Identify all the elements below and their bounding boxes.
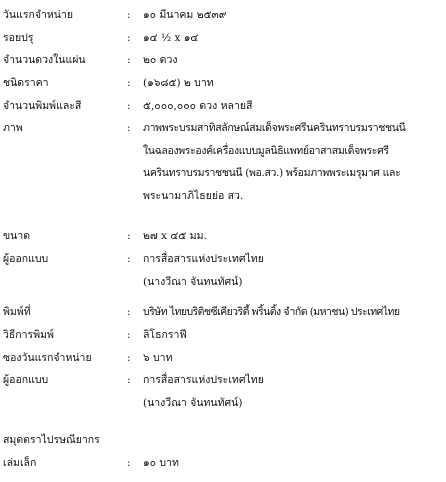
colon: :	[127, 54, 131, 66]
colon: :	[127, 32, 131, 44]
colon: :	[127, 329, 131, 341]
colon: :	[127, 352, 131, 364]
row-design-picture-cont	[0, 164, 446, 182]
designer-value-line: (นางวีณา จันทนทัศน์)	[143, 276, 243, 288]
row-design-picture-cont	[0, 187, 446, 205]
colon: :	[127, 374, 131, 386]
colon: :	[127, 100, 131, 112]
quantity-and-colors-label: จำนวนพิมพ์และสี	[3, 100, 82, 112]
colon: :	[127, 253, 131, 265]
stamps-per-sheet-value: ๒๐ ดวง	[143, 54, 178, 66]
first-day-of-issue-value: ๑๐ มีนาคม ๒๕๓๙	[143, 9, 227, 21]
colon: :	[127, 230, 131, 242]
row-perforation	[0, 29, 446, 47]
printer-label: พิมพ์ที่	[3, 306, 31, 318]
size-value: ๒๗ x ๔๕ มม.	[143, 230, 207, 242]
design-picture-value-line: พระนามาภิไธยย่อ สว.	[143, 190, 244, 202]
row-size	[0, 227, 446, 245]
stamp-booklet-heading: สมุดตราไปรษณียากร	[3, 434, 100, 446]
denomination-value: (๑๖๘๕) ๒ บาท	[143, 77, 214, 89]
quantity-and-colors-value: ๕,๐๐๐,๐๐๐ ดวง หลายสี	[143, 100, 253, 112]
small-booklet-value: ๑๐ บาท	[143, 457, 179, 469]
first-day-of-issue-label: วันแรกจำหน่าย	[3, 9, 74, 21]
printing-method-label: วิธีการพิมพ์	[3, 329, 54, 341]
printer-value: บริษัท ไทยบริติชซีเคียวริตี้ พริ้นติ้ง จำกัด (มหาชน) ประเทศไทย	[143, 306, 400, 318]
first-day-cover-label: ซองวันแรกจำหน่าย	[3, 352, 92, 364]
row-designer-cont	[0, 273, 446, 291]
size-label: ขนาด	[3, 230, 31, 242]
designer-label: ผู้ออกแบบ	[3, 253, 49, 265]
design-picture-value-line: นครินทราบรมราชชนนี (พอ.สว.) พร้อมภาพพระเมรุมาศ และ	[143, 167, 401, 179]
row-cover-designer	[0, 371, 446, 389]
row-printing-method	[0, 326, 446, 344]
row-design-picture-cont	[0, 142, 446, 160]
colon: :	[127, 9, 131, 21]
cover-designer-value-line: (นางวีณา จันทนทัศน์)	[143, 397, 243, 409]
row-small-booklet	[0, 454, 446, 472]
stamps-per-sheet-label: จำนวนดวงในแผ่น	[3, 54, 86, 66]
row-design-picture	[0, 119, 446, 137]
perforation-value: ๑๔ ½ x ๑๔	[143, 32, 199, 44]
row-stamps-per-sheet	[0, 51, 446, 69]
row-stamp-booklet-heading	[0, 431, 446, 449]
small-booklet-label: เล่มเล็ก	[3, 457, 37, 469]
denomination-label: ชนิดราคา	[3, 77, 49, 89]
cover-designer-value-line: การสื่อสารแห่งประเทศไทย	[143, 374, 264, 386]
row-first-day-of-issue	[0, 6, 446, 24]
design-picture-label: ภาพ	[3, 122, 23, 134]
designer-value-line: การสื่อสารแห่งประเทศไทย	[143, 253, 264, 265]
colon: :	[127, 77, 131, 89]
row-printer	[0, 303, 446, 321]
colon: :	[127, 122, 131, 134]
row-denomination	[0, 74, 446, 92]
row-cover-designer-cont	[0, 394, 446, 412]
design-picture-value-line: ในฉลองพระองค์เครื่องแบบมูลนิธิแพทย์อาสาสมเด็จพระศรี	[143, 145, 389, 157]
perforation-label: รอยปรุ	[3, 32, 34, 44]
row-quantity-and-colors	[0, 97, 446, 115]
colon: :	[127, 306, 131, 318]
cover-designer-label: ผู้ออกแบบ	[3, 374, 49, 386]
row-first-day-cover	[0, 349, 446, 367]
first-day-cover-value: ๖ บาท	[143, 352, 173, 364]
printing-method-value: ลิโธกราฟี	[143, 329, 187, 341]
colon: :	[127, 457, 131, 469]
row-designer	[0, 250, 446, 268]
design-picture-value-line: ภาพพระบรมสาทิสลักษณ์สมเด็จพระศรีนครินทราบรมราชชนนี	[143, 122, 406, 134]
